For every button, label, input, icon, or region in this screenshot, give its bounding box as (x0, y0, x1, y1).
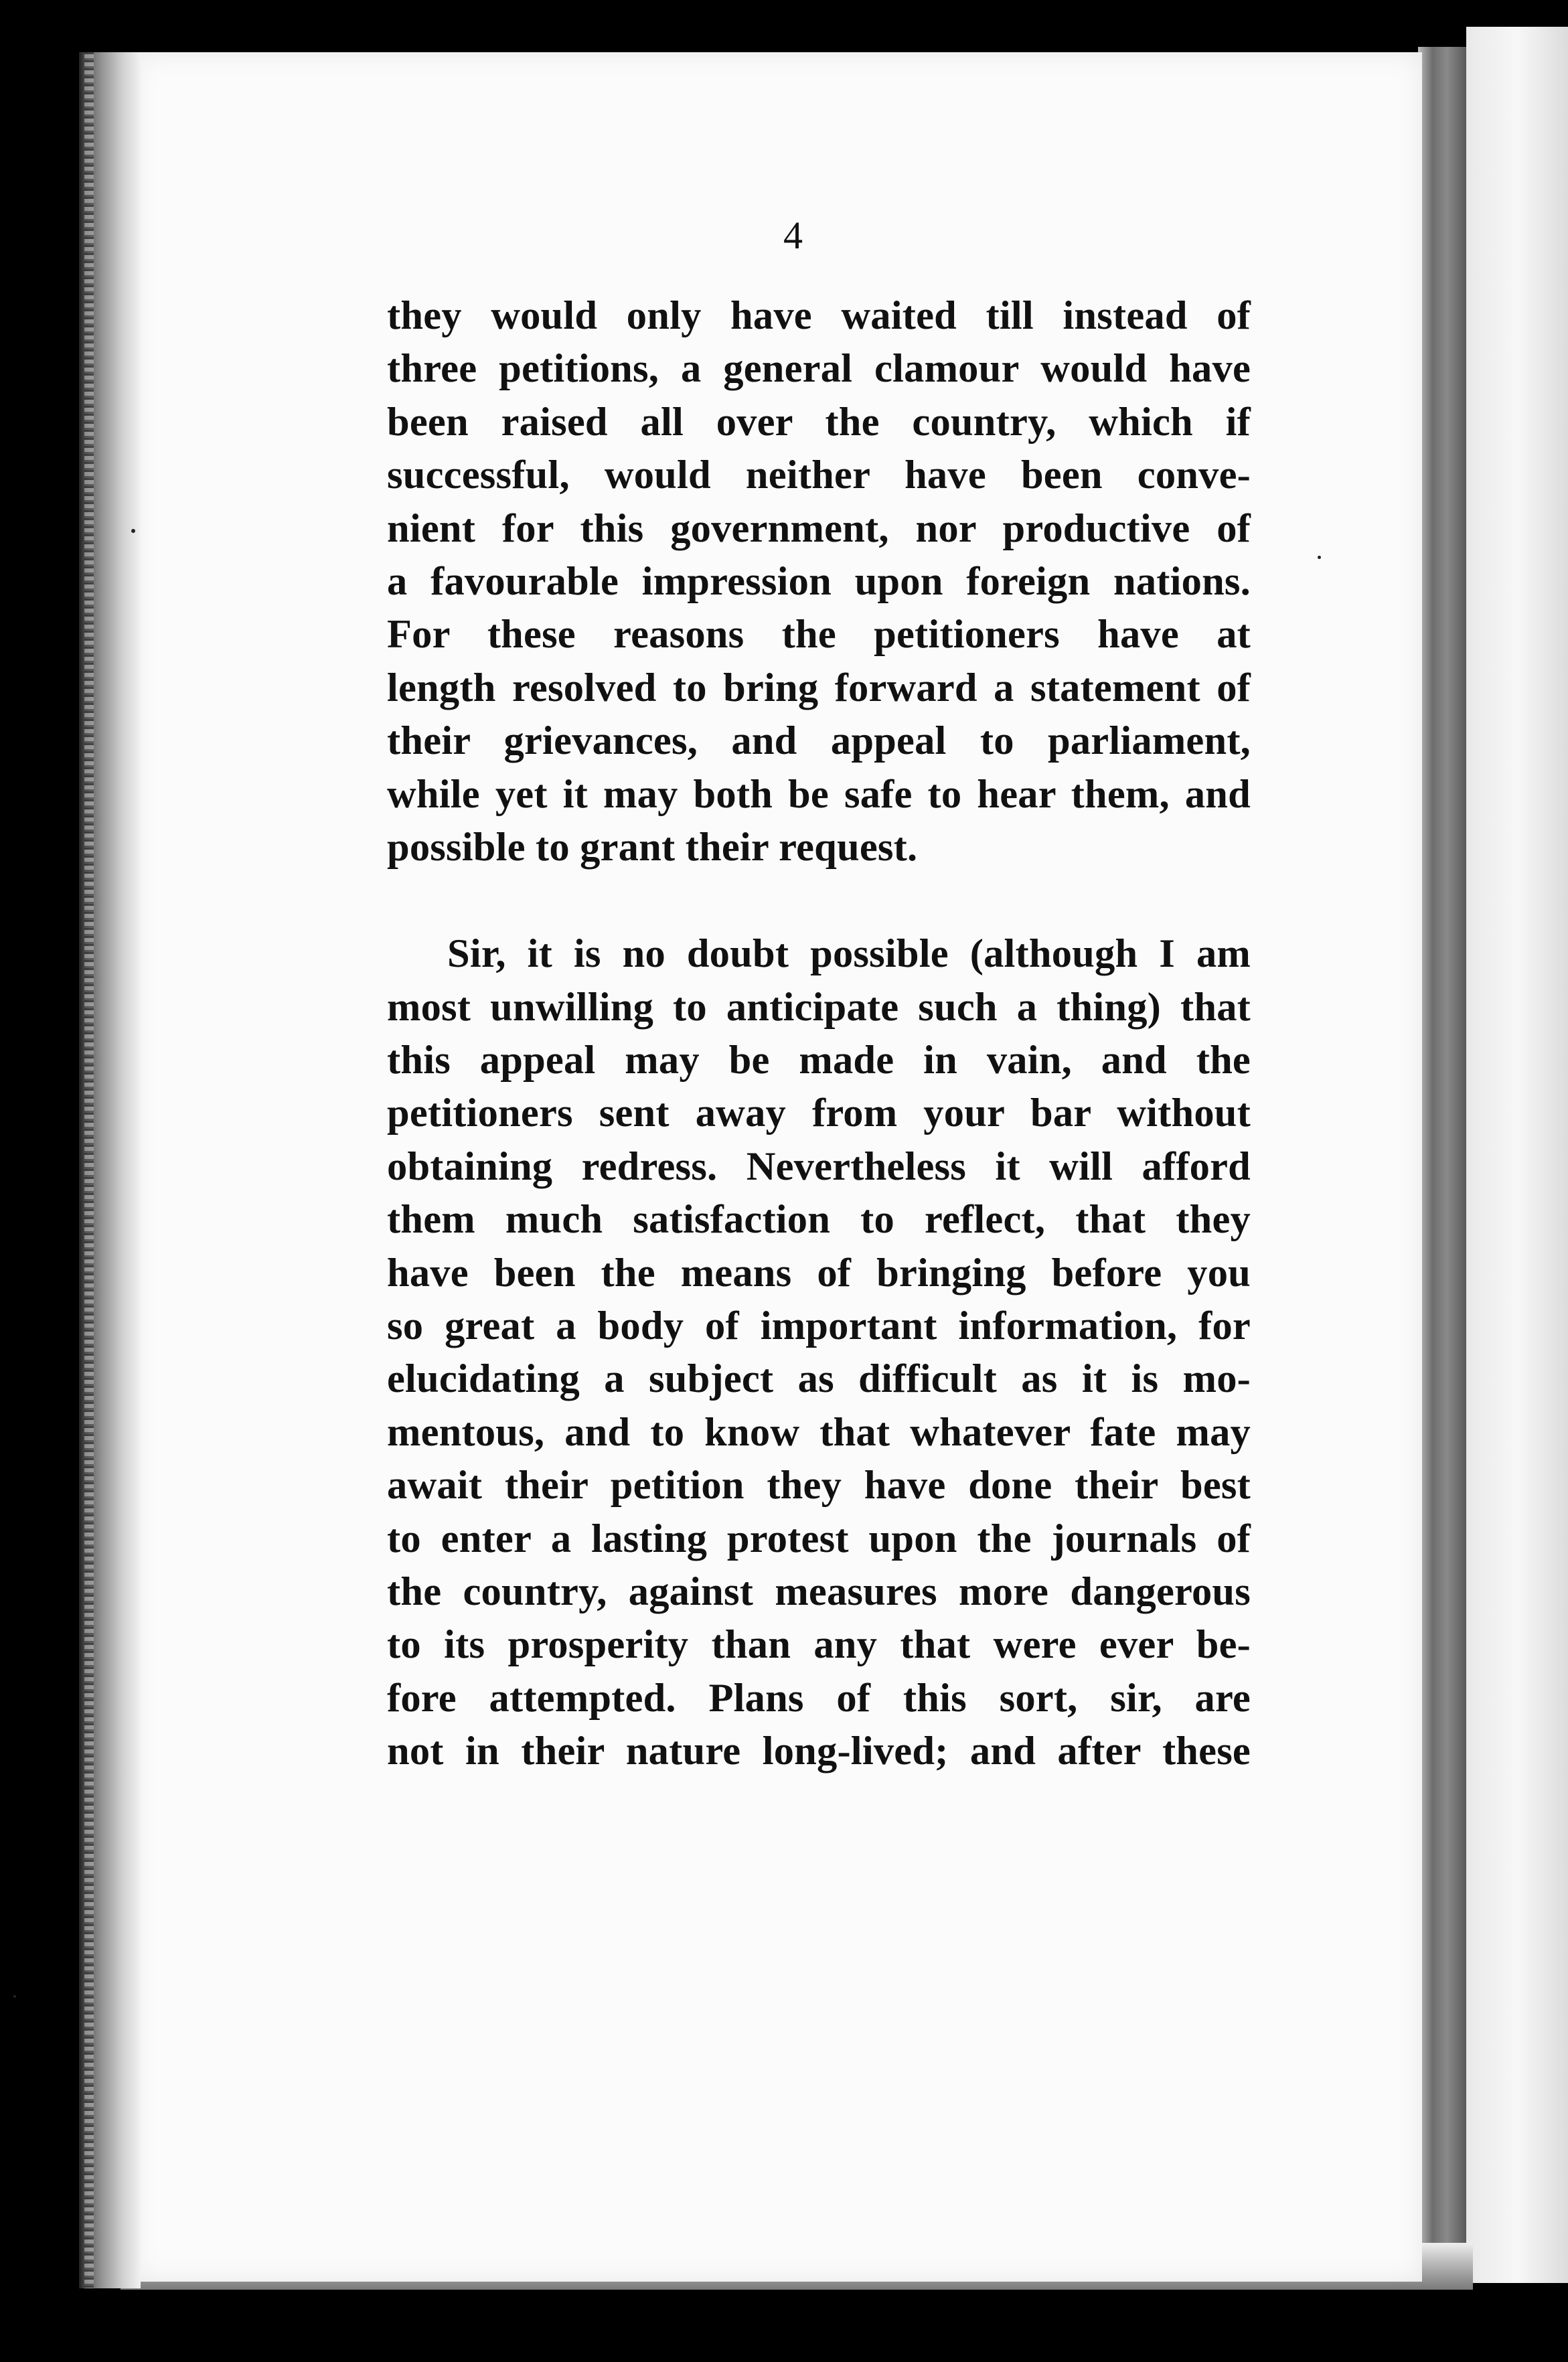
page-right-edge (1418, 47, 1466, 2250)
ink-speck (1318, 556, 1321, 559)
text-line: petitioners sent away from your bar without (387, 1091, 1251, 1136)
text-line: Sir, it is no doubt possible (although I am (447, 931, 1251, 977)
paragraph-gap (387, 874, 1251, 927)
text-line: nient for this government, nor productive of (387, 505, 1251, 551)
text-line: most unwilling to anticipate such a thing) that (387, 984, 1251, 1030)
text-line: a favourable impression upon foreign nations. (387, 558, 1251, 604)
ink-speck (131, 529, 135, 533)
text-line: while yet it may both be safe to hear them, and (387, 771, 1251, 817)
text-line: obtaining redress. Nevertheless it will afford (387, 1144, 1251, 1189)
text-line: not in their nature long-lived; and after these (387, 1729, 1251, 1774)
paragraph-2 (387, 927, 1251, 1778)
page-number: 4 (783, 214, 803, 257)
adjacent-sheet-edge (1466, 27, 1568, 2283)
text-line: to enter a lasting protest upon the journals of (387, 1516, 1251, 1561)
text-line: successful, would neither have been conve- (387, 453, 1251, 498)
paragraph-1 (387, 289, 1251, 874)
text-line: their grievances, and appeal to parliament, (387, 718, 1251, 764)
text-line: length resolved to bring forward a statement of (387, 665, 1251, 710)
text-line: to its prosperity than any that were ever be- (387, 1622, 1251, 1668)
body-text (387, 289, 1251, 1778)
text-line: three petitions, a general clamour would have (387, 346, 1251, 392)
text-line: For these reasons the petitioners have at (387, 612, 1251, 657)
text-line: fore attempted. Plans of this sort, sir, are (387, 1675, 1251, 1721)
text-line: so great a body of important information, for (387, 1304, 1251, 1349)
ink-speck (13, 1995, 16, 1998)
binding-edge (79, 52, 141, 2288)
text-line: elucidating a subject as difficult as it is mo- (387, 1356, 1251, 1402)
text-line: the country, against measures more dangerous (387, 1569, 1251, 1614)
text-line: this appeal may be made in vain, and the (387, 1038, 1251, 1083)
text-line: have been the means of bringing before you (387, 1250, 1251, 1295)
text-line: await their petition they have done their best (387, 1463, 1251, 1508)
text-line: them much satisfaction to reflect, that they (387, 1197, 1251, 1243)
text-line: been raised all over the country, which if (387, 399, 1251, 445)
text-line: they would only have waited till instead of (387, 293, 1251, 338)
text-line: mentous, and to know that whatever fate may (387, 1409, 1251, 1455)
text-line: possible to grant their request. (387, 824, 918, 870)
